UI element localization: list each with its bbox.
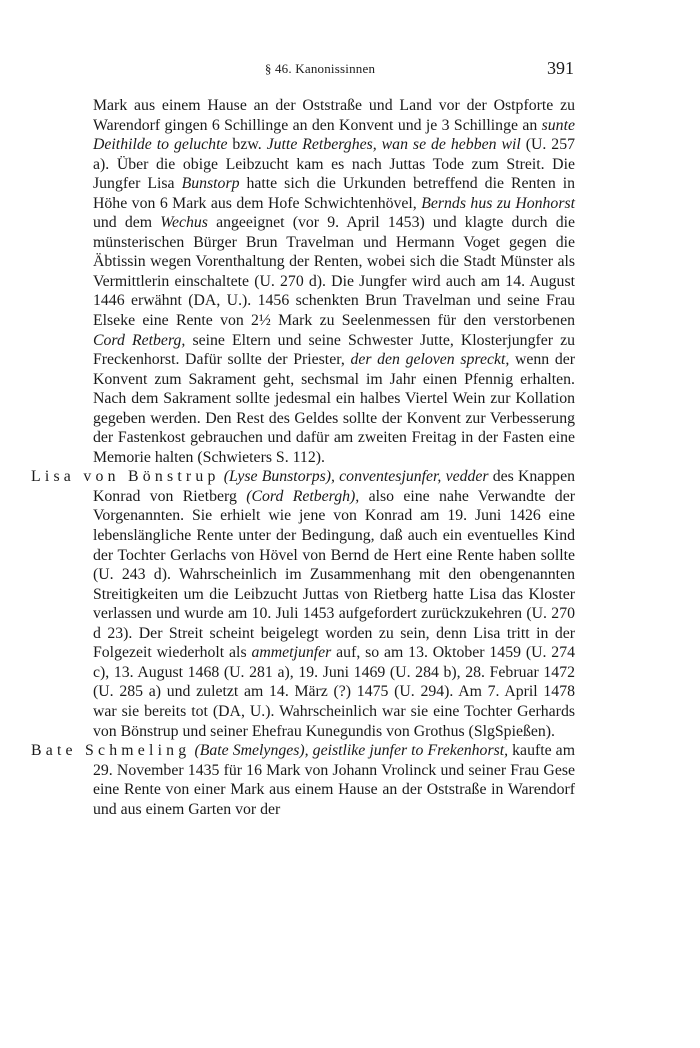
italic-term: ammetjunfer <box>251 644 332 662</box>
running-title: § 46. Kanonissinnen <box>264 61 376 76</box>
italic-quote: (Bate Smelynges), geistlike junfer to Frekenhorst, <box>194 742 509 760</box>
italic-quote: der den geloven spreckt, <box>350 351 510 369</box>
running-head <box>0 58 700 82</box>
text-run: bzw. <box>227 136 267 154</box>
italic-name: Wechus <box>160 214 208 232</box>
text-run: auf, so am 13. Oktober 1459 (U. 274 c), 13. August 1468 (U. 281 a), 19. Juni 1469 (U. 284 b), 28. Februar 1472 (U. 285 a) und zuletzt am 14. März (?) 1475 (U. 294). Am 7. April 1478 war sie bereits tot (DA, U.). Wahrscheinlich war sie eine Tochter Gerhards von Bönstrup und seiner Ehefrau Kunegundis von Grothus (SlgSpießen). <box>93 644 576 740</box>
entry-name: Bate Schmeling <box>31 742 191 760</box>
body-text <box>31 96 576 819</box>
text-run: wenn der Konvent zum Sakrament geht, sechsmal im Jahr einen Pfennig erhalten. Nach dem Sakrament sollte jedesmal ein halbes Viertel Wein zur Kollation gegeben werden. Den Rest des Geldes sollte der Konvent zur Verbesserung der Fastenkost gebrauchen und dafür am zweiten Freitag in der Fasten eine Memorie halten (Schwieters S. 112). <box>93 351 575 466</box>
text-run: Mark aus einem Hause an der Oststraße und Land vor der Ostpforte zu Warendorf gingen 6 Schillinge an den Konvent und je 3 Schillinge an <box>93 97 575 134</box>
entry-bate-schmeling <box>31 741 575 819</box>
entry-name: Lisa von Bönstrup <box>31 468 220 486</box>
text-run: hatte sich die Urkunden betreffend die Renten in Höhe von 6 Mark aus dem Hofe Schwichtenhövel, <box>93 175 575 212</box>
italic-name: Cord Retberg, <box>93 331 186 349</box>
italic-quote: Bernds hus zu Honhorst <box>421 194 575 212</box>
text-run: angeeignet (vor 9. April 1453) und klagte durch die münsterischen Bürger Brun Travelman und Hermann Voget gegen die Äbtissin wegen Vorenthaltung der Renten, wobei sich die Stadt Münster als Vermittlerin einschaltete (U. 270 d). Die Jungfer wird auch am 14. August 1446 erwähnt (DA, U.). 1456 schenkten Brun Travelman und seine Frau Elseke eine Rente von 2½ Mark zu Seelenmessen für den verstorbenen <box>93 214 575 330</box>
paragraph-continuation <box>93 96 575 467</box>
italic-name: Bunstorp <box>181 175 240 193</box>
text-run: des Knappen Konrad von Rietberg <box>93 468 575 505</box>
page-number: 391 <box>547 58 574 78</box>
text-run: und dem <box>93 214 161 232</box>
italic-quote: sunte Deithilde to geluchte <box>93 116 575 154</box>
italic-quote: (Lyse Bunstorps), conventesjunfer, vedder <box>223 468 489 486</box>
text-run: seine Eltern und seine Schwester Jutte, Klosterjungfer zu Freckenhorst. Dafür sollte der Priester, <box>93 331 575 369</box>
italic-name: (Cord Retbergh), <box>246 487 360 505</box>
text-run: (U. 257 a). Über die obige Leibzucht kam es nach Juttas Tode zum Streit. Die Jungfer Lisa <box>93 136 575 193</box>
italic-quote: Jutte Retberghes, wan se de hebben wil <box>266 136 521 154</box>
entry-lisa-von-boenstrup <box>31 467 576 741</box>
text-run: also eine nahe Verwandte der Vorgenannten. Sie erhielt wie jene von Konrad am 19. Juni 1426 eine lebenslängliche Rente unter der Bedingung, daß auch ein eventuelles Kind der Tochter Gerlachs von Hövel von Bernd de Hert eine Rente haben sollte (U. 243 d). Wahrscheinlich im Zusammenhang mit den obengenannten Streitigkeiten um die Leibzucht Juttas von Rietberg hatte Lisa das Kloster verlassen und wurde am 10. Juli 1453 aufgefordert zurückzukehren (U. 270 d 23). Der Streit scheint beigelegt worden zu sein, denn Lisa tritt in der Folgezeit wiederholt als <box>93 487 575 662</box>
text-run: kaufte am 29. November 1435 für 16 Mark von Johann Vrolinck und seiner Frau Gese eine Rente von einer Mark aus einem Hause an der Oststraße in Warendorf und aus einem Garten vor der <box>93 742 575 818</box>
